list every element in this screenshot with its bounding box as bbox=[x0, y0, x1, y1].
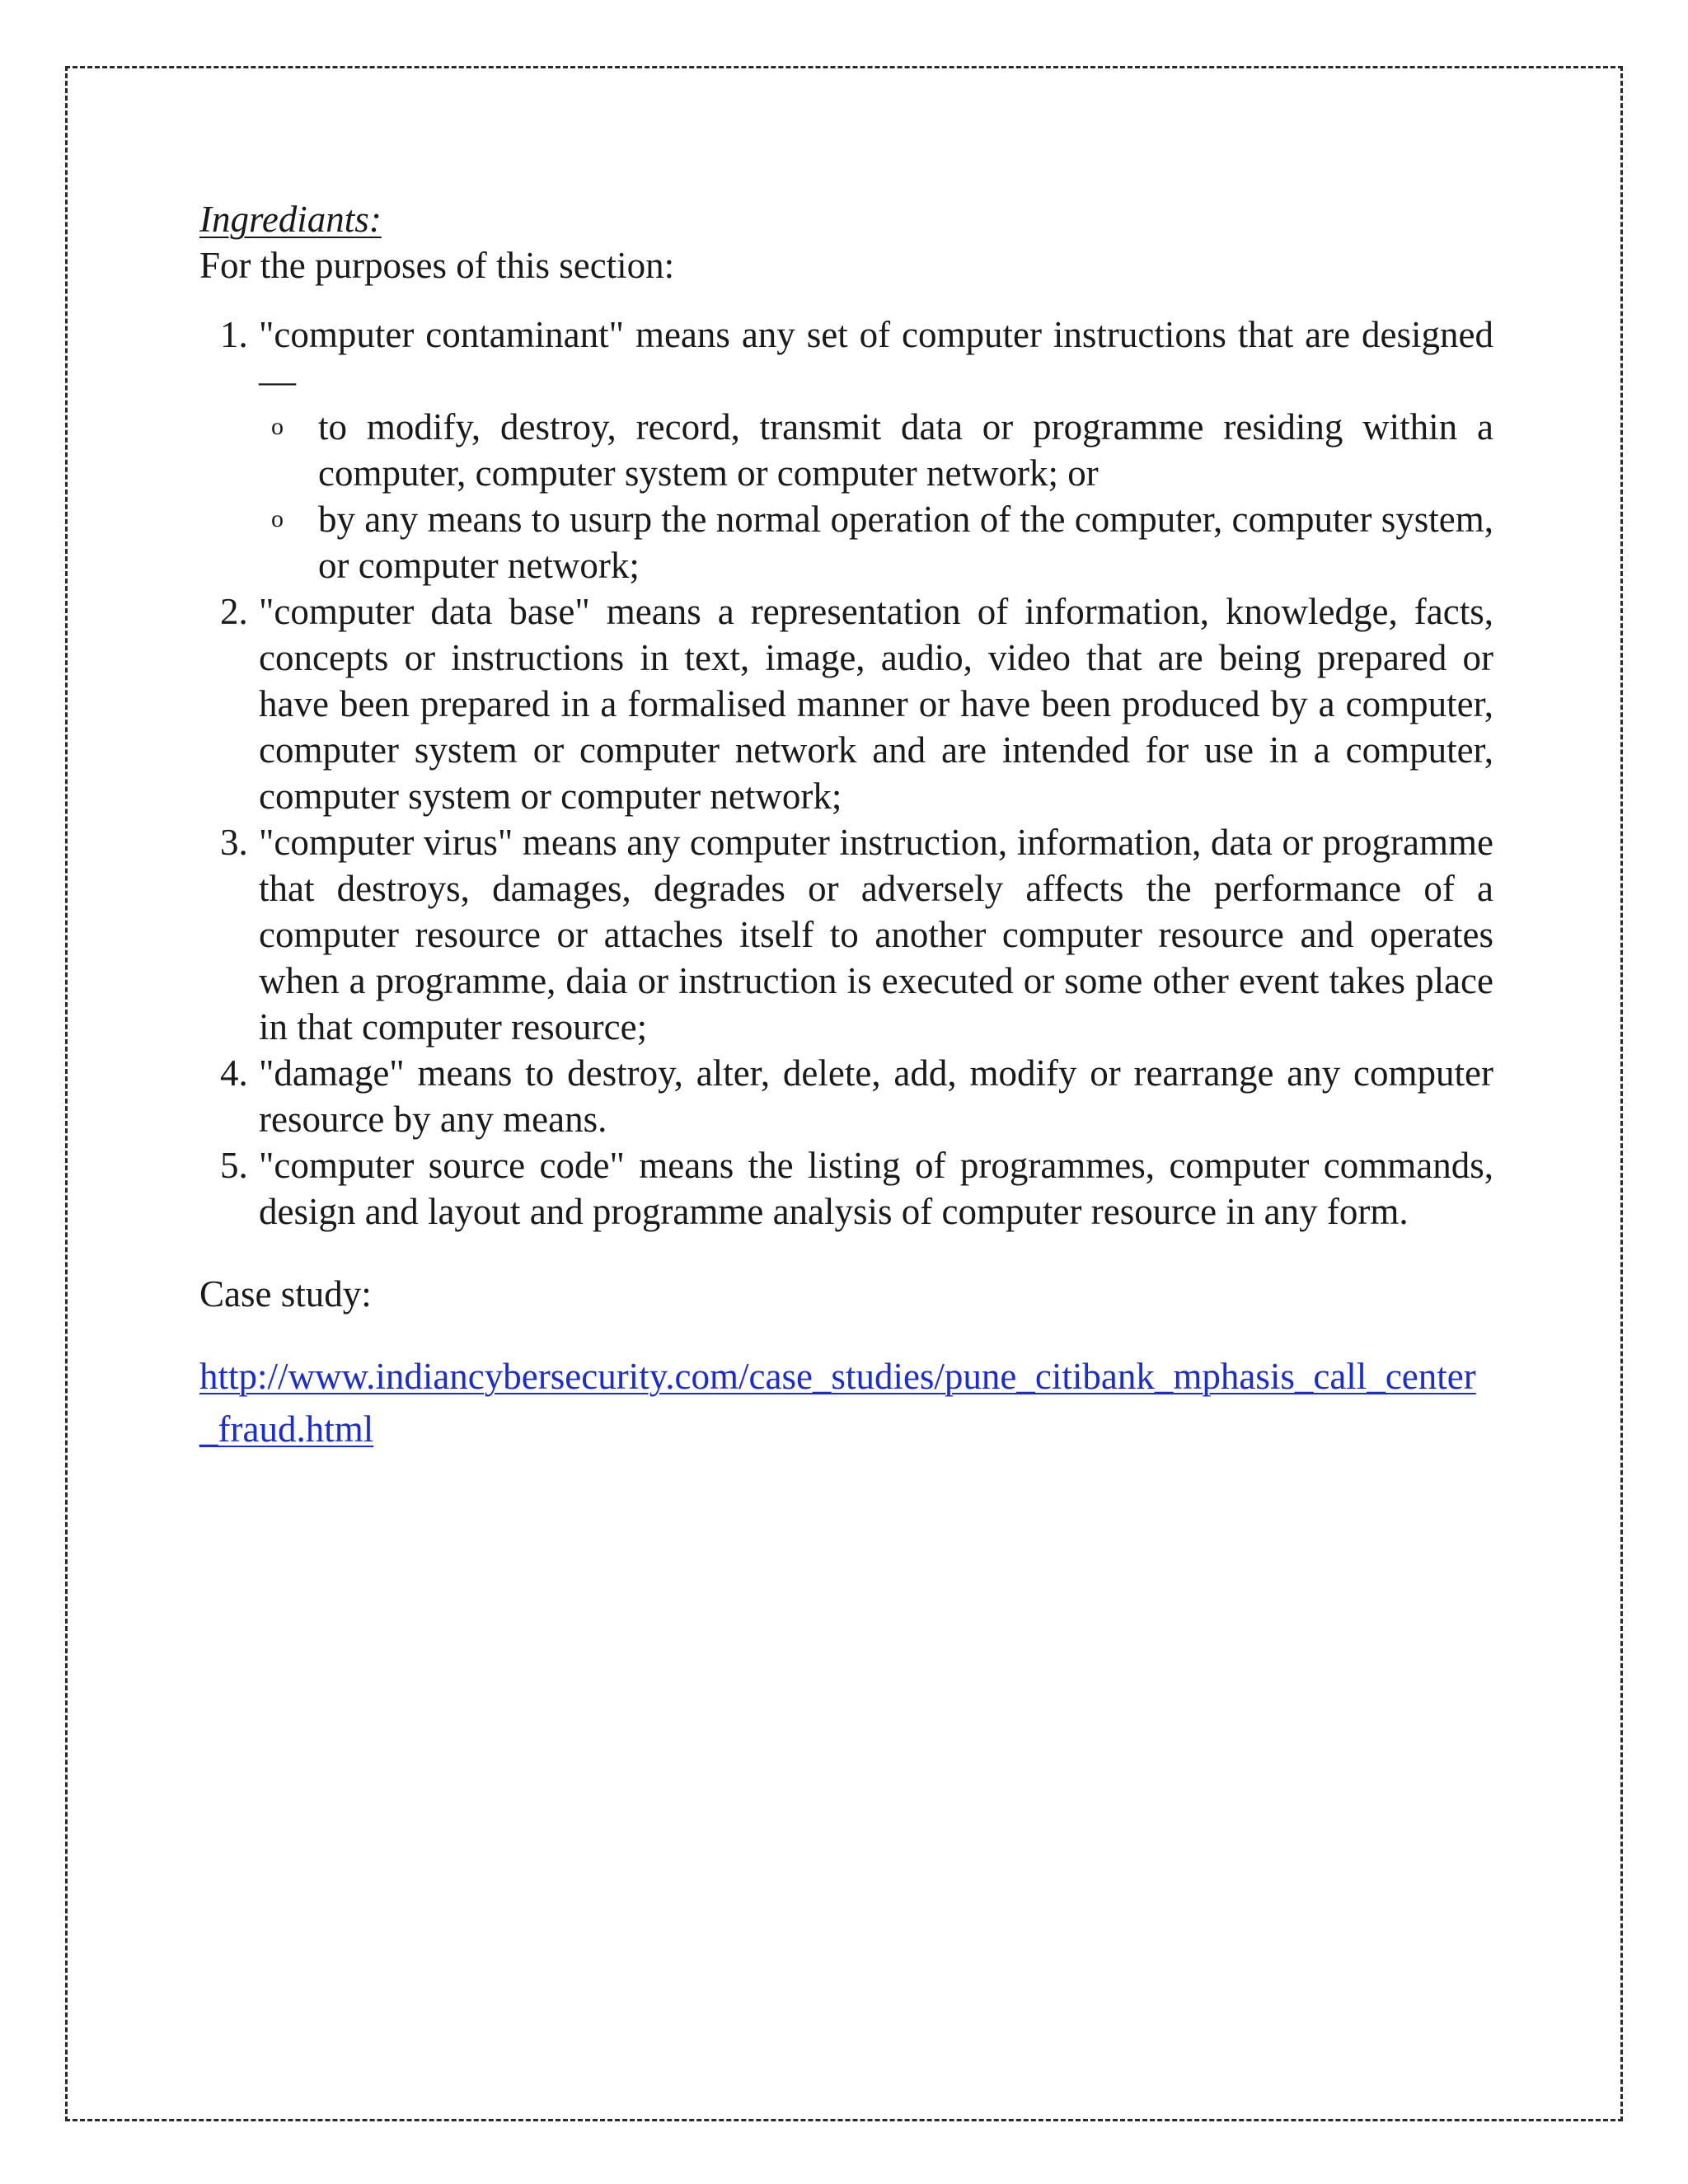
bullet-icon: o bbox=[271, 413, 284, 440]
sub-list-item bbox=[271, 404, 1493, 496]
case-study-label: Case study: bbox=[199, 1273, 372, 1315]
definition-text: "computer source code" means the listing of programmes, computer commands, design and layout and programme analysis of computer resource in any form. bbox=[259, 1145, 1493, 1232]
case-study-link[interactable]: http://www.indiancybersecurity.com/case_studies/pune_citibank_mphasis_call_center_fraud.html bbox=[199, 1356, 1476, 1450]
definitions-list bbox=[199, 312, 1493, 1235]
document-body bbox=[199, 196, 1493, 1455]
sub-item-text: to modify, destroy, record, transmit data or programme residing within a computer, computer system or computer network; or bbox=[318, 406, 1493, 494]
intro-text: For the purposes of this section: bbox=[199, 245, 675, 286]
definition-item bbox=[257, 588, 1493, 819]
definition-item bbox=[257, 1142, 1493, 1235]
definition-item bbox=[257, 312, 1493, 588]
section-heading: Ingrediants: bbox=[199, 199, 382, 240]
sub-list bbox=[259, 404, 1493, 588]
definition-item bbox=[257, 819, 1493, 1050]
definition-text: "damage" means to destroy, alter, delete, add, modify or rearrange any computer resource by any means. bbox=[259, 1052, 1493, 1140]
definition-text: "computer contaminant" means any set of computer instructions that are designed — bbox=[259, 314, 1493, 401]
sub-item-text: by any means to usurp the normal operation of the computer, computer system, or computer network; bbox=[318, 499, 1493, 586]
sub-list-item bbox=[271, 496, 1493, 588]
definition-text: "computer virus" means any computer instruction, information, data or programme that destroys, damages, degrades or adversely affects the performance of a computer resource or attaches itself to another computer resource and operates when a programme, daia or instruction is executed or some other event takes place in that computer resource; bbox=[259, 822, 1493, 1047]
definition-item bbox=[257, 1050, 1493, 1142]
definition-text: "computer data base" means a representation of information, knowledge, facts, concepts or instructions in text, image, audio, video that are being prepared or have been prepared in a formalised manner or have been produced by a computer, computer system or computer network and are intended for use in a computer, computer system or computer network; bbox=[259, 591, 1493, 817]
bullet-icon: o bbox=[271, 505, 284, 532]
